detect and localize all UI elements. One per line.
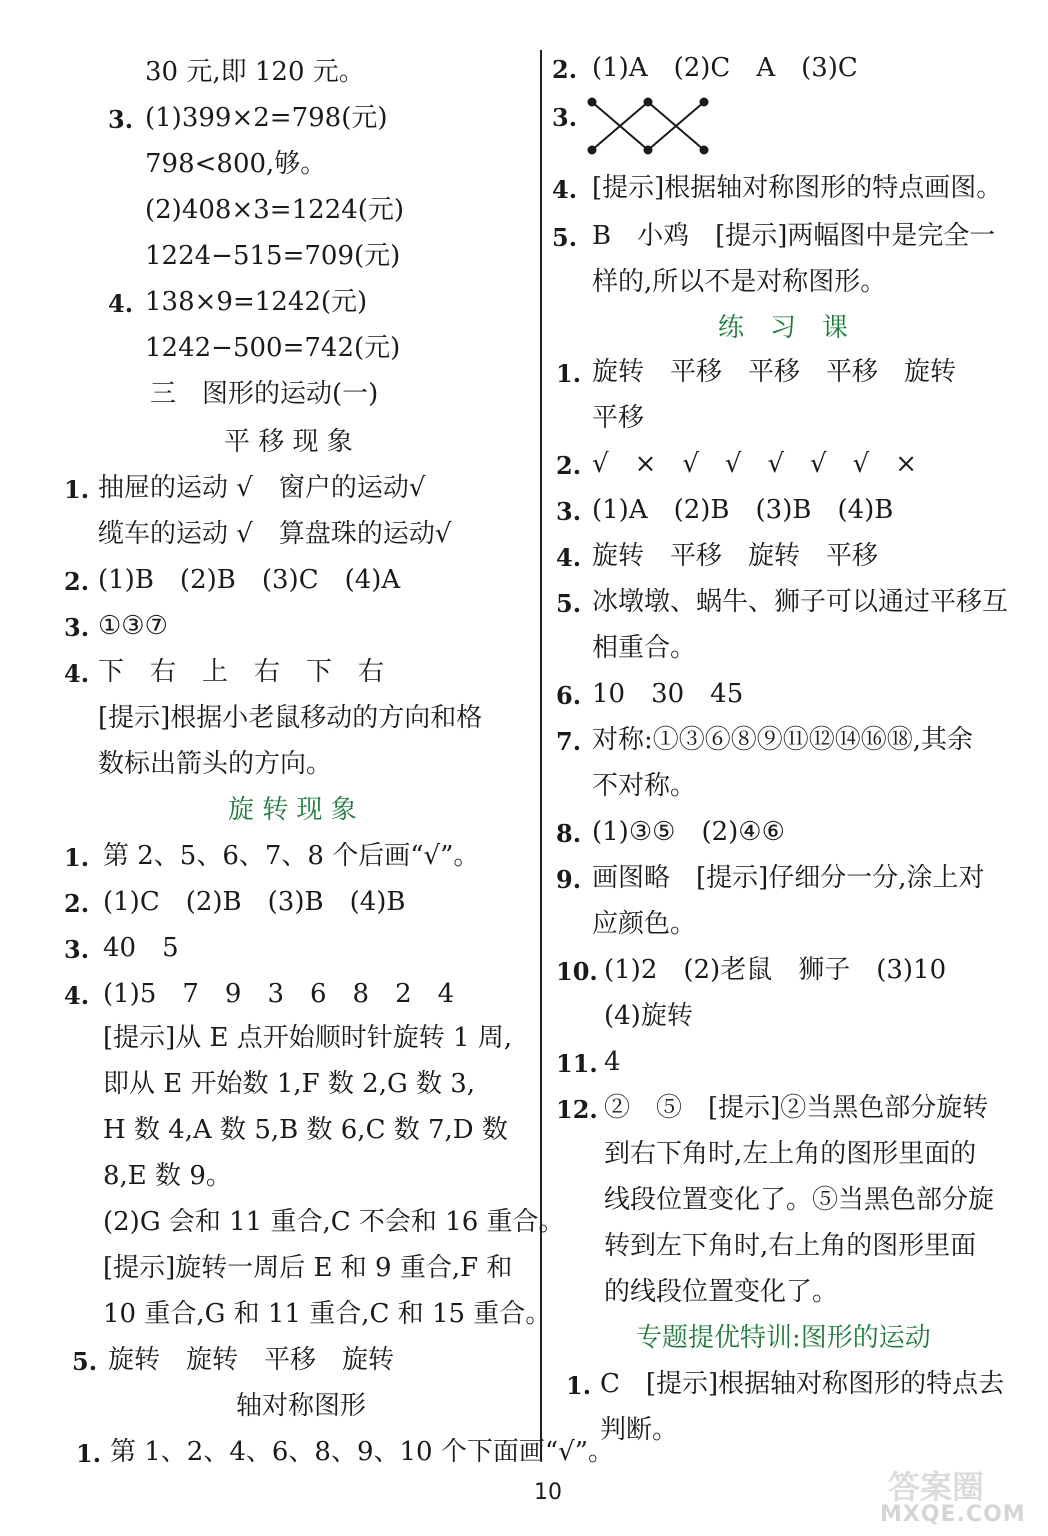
hint-line: 数标出箭头的方向。 — [98, 749, 333, 779]
unit-title: 三 图形的运动(一) — [150, 379, 379, 409]
answer-line: (2)G 会和 11 重合,C 不会和 16 重合。 — [103, 1207, 565, 1237]
answer-line: 1224−515=709(元) — [145, 241, 401, 271]
answer-line: 转到左下角时,右上角的图形里面 — [604, 1231, 977, 1261]
answer-line: (1)A (2)B (3)B (4)B — [592, 495, 894, 525]
hint-line: [提示]根据轴对称图形的特点画图。 — [592, 173, 1003, 203]
answer-line: (4)旋转 — [604, 1001, 693, 1031]
item-number: 2. — [64, 889, 90, 918]
answer-line: 10 30 45 — [592, 679, 744, 709]
answer-line: 到右下角时,左上角的图形里面的 — [604, 1139, 977, 1169]
answer-line: 判断。 — [600, 1415, 679, 1445]
answer-line: 不对称。 — [592, 771, 697, 801]
item-number: 4. — [64, 981, 90, 1010]
answer-line: 第 1、2、4、6、8、9、10 个下面画“√”。 — [110, 1437, 615, 1467]
answer-line: B 小鸡 [提示]两幅图中是完全一 — [592, 221, 996, 251]
answer-line: 旋转 平移 平移 平移 旋转 — [592, 357, 957, 387]
item-number: 4. — [552, 175, 578, 204]
answer-line: 线段位置变化了。⑤当黑色部分旋 — [604, 1185, 995, 1215]
answer-line: 30 元,即 120 元。 — [145, 57, 365, 87]
item-number: 2. — [556, 451, 582, 480]
answer-line: ② ⑤ [提示]②当黑色部分旋转 — [604, 1093, 989, 1123]
answer-line: 对称:①③⑥⑧⑨⑪⑫⑭⑯⑱,其余 — [592, 725, 974, 755]
page-number: 10 — [534, 1480, 562, 1505]
answer-line: 1242−500=742(元) — [145, 333, 401, 363]
answer-line: 旋转 平移 旋转 平移 — [592, 541, 879, 571]
hint-line: [提示]根据小老鼠移动的方向和格 — [98, 703, 483, 733]
item-number: 3. — [556, 497, 582, 526]
answer-line: 798<800,够。 — [145, 149, 327, 179]
item-number: 4. — [556, 543, 582, 572]
item-number: 2. — [64, 567, 90, 596]
answer-line: 10 重合,G 和 11 重合,C 和 15 重合。 — [103, 1299, 552, 1329]
answer-line: 相重合。 — [592, 633, 697, 663]
section-title-practice: 练 习 课 — [718, 313, 849, 343]
answer-line: 样的,所以不是对称图形。 — [592, 267, 887, 297]
answer-line: (1)B (2)B (3)C (4)A — [98, 565, 401, 595]
hint-line: [提示]旋转一周后 E 和 9 重合,F 和 — [103, 1253, 513, 1283]
matching-lines-diagram — [586, 96, 710, 156]
answer-line: 画图略 [提示]仔细分一分,涂上对 — [592, 863, 985, 893]
hint-line: [提示]从 E 点开始顺时针旋转 1 周, — [103, 1023, 513, 1053]
item-number: 2. — [552, 55, 578, 84]
item-number: 5. — [556, 589, 582, 618]
answer-line: (1)C (2)B (3)B (4)B — [103, 887, 406, 917]
answer-line: 第 2、5、6、7、8 个后画“√”。 — [103, 841, 480, 871]
item-number: 5. — [72, 1347, 98, 1376]
item-number: 4. — [108, 289, 134, 318]
item-number: 5. — [552, 223, 578, 252]
answer-line: 4 — [604, 1047, 621, 1077]
section-title-translation: 平 移 现 象 — [224, 427, 353, 457]
item-number: 7. — [556, 727, 582, 756]
answer-line: 的线段位置变化了。 — [604, 1277, 839, 1307]
column-divider — [540, 50, 542, 1460]
answer-line: (1)399×2=798(元) — [145, 103, 388, 133]
answer-line: 下 右 上 右 下 右 — [98, 657, 385, 687]
section-title-rotation: 旋 转 现 象 — [228, 795, 357, 825]
answer-line: H 数 4,A 数 5,B 数 6,C 数 7,D 数 — [103, 1115, 508, 1145]
answer-line: C [提示]根据轴对称图形的特点去 — [600, 1369, 1005, 1399]
item-number: 1. — [76, 1439, 102, 1468]
answer-line: 旋转 旋转 平移 旋转 — [108, 1345, 395, 1375]
section-title-axial-symmetry: 轴对称图形 — [236, 1391, 367, 1421]
watermark-site: MXQE.COM — [880, 1502, 1026, 1527]
answer-line: √ × √ √ √ √ √ × — [592, 449, 917, 479]
answer-line: 缆车的运动 √ 算盘珠的运动√ — [98, 519, 452, 549]
watermark — [870, 1462, 1038, 1532]
item-number: 6. — [556, 681, 582, 710]
item-number: 11. — [556, 1049, 598, 1078]
answer-line: 冰墩墩、蜗牛、狮子可以通过平移互 — [592, 587, 1009, 617]
item-number: 8. — [556, 819, 582, 848]
answer-line: (1)5 7 9 3 6 8 2 4 — [103, 979, 455, 1009]
answer-line: (2)408×3=1224(元) — [145, 195, 405, 225]
item-number: 1. — [556, 359, 582, 388]
answer-line: 抽屉的运动 √ 窗户的运动√ — [98, 473, 426, 503]
answer-line: 40 5 — [103, 933, 179, 963]
item-number: 1. — [64, 475, 90, 504]
answer-line: ①③⑦ — [98, 611, 168, 641]
answer-line: (1)A (2)C A (3)C — [592, 53, 858, 83]
answer-line: 平移 — [592, 403, 645, 433]
answer-line: (1)2 (2)老鼠 狮子 (3)10 — [604, 955, 947, 985]
item-number: 4. — [64, 659, 90, 688]
watermark-logo: 答案圈 — [888, 1468, 985, 1506]
item-number: 9. — [556, 865, 582, 894]
item-number: 10. — [556, 957, 598, 986]
answer-line: 应颜色。 — [592, 909, 697, 939]
item-number: 3. — [552, 103, 578, 132]
item-number: 3. — [108, 105, 134, 134]
section-title-special-training: 专题提优特训:图形的运动 — [636, 1323, 931, 1353]
item-number: 3. — [64, 613, 90, 642]
item-number: 12. — [556, 1095, 598, 1124]
item-number: 3. — [64, 935, 90, 964]
item-number: 1. — [566, 1371, 592, 1400]
answer-line: 8,E 数 9。 — [103, 1161, 232, 1191]
answer-line: 即从 E 开始数 1,F 数 2,G 数 3, — [103, 1069, 476, 1099]
item-number: 1. — [64, 843, 90, 872]
answer-line: 138×9=1242(元) — [145, 287, 368, 317]
answer-line: (1)③⑤ (2)④⑥ — [592, 817, 785, 847]
